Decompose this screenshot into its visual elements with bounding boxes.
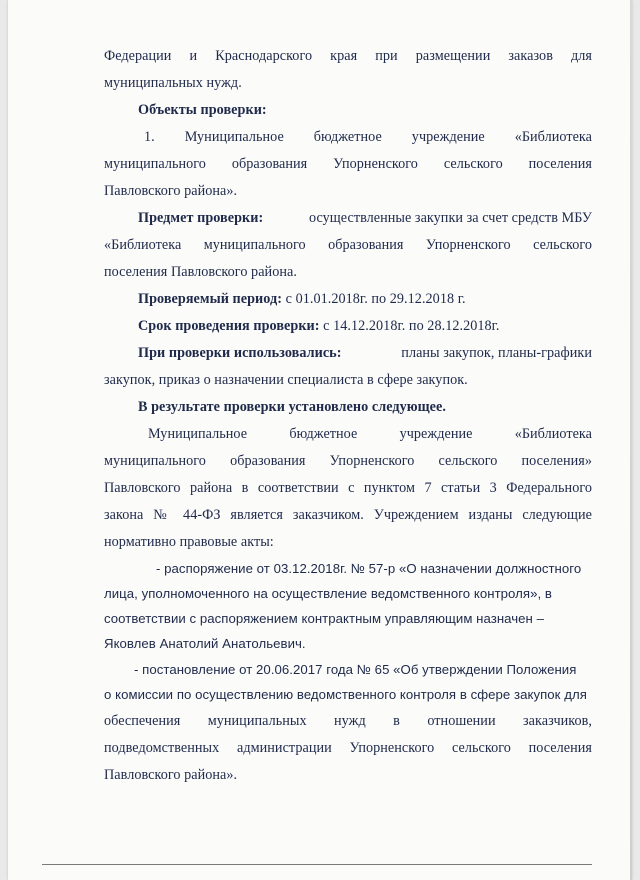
- text-line: «Библиотека муниципального образования Упорненского сельского: [104, 237, 592, 253]
- order-line: лица, уполномоченного на осуществление ведомственного контроля», в: [104, 586, 552, 601]
- text-line: 1. Муниципальное бюджетное учреждение «Библиотека: [144, 129, 592, 145]
- term-value: с 14.12.2018г. по 28.12.2018г.: [323, 318, 500, 334]
- text-line: муниципального образования Упорненского сельского поселения»: [104, 453, 592, 469]
- text-line: Федерации и Краснодарского края при размещении заказов для: [104, 48, 592, 64]
- section-heading-objects: Объекты проверки:: [138, 102, 267, 118]
- term-label: Срок проведения проверки:: [138, 318, 320, 334]
- text-line: закона № 44-ФЗ является заказчиком. Учреждением изданы следующие: [104, 507, 592, 523]
- used-text: планы закупок, планы-графики: [401, 345, 592, 361]
- document-page: [8, 0, 632, 880]
- subject-label: Предмет проверки:: [138, 210, 264, 226]
- subject-line: [138, 210, 592, 227]
- order-line: Яковлев Анатолий Анатольевич.: [104, 636, 306, 651]
- order-line: соответствии с распоряжением контрактным управляющим назначен –: [104, 611, 544, 626]
- subject-text: осуществленные закупки за счет средств МБУ: [309, 210, 592, 226]
- text-line: Павловского района в соответствии с пунктом 7 статьи 3 Федерального: [104, 480, 592, 496]
- used-line: [138, 345, 592, 362]
- used-label: При проверки использовались:: [138, 345, 342, 361]
- order-line: - распоряжение от 03.12.2018г. № 57-р «О назначении должностного: [156, 561, 582, 576]
- text-line: закупок, приказ о назначении специалиста в сфере закупок.: [104, 372, 468, 388]
- section-heading-result: В результате проверки установлено следующее.: [138, 399, 446, 415]
- period-line: [138, 291, 466, 308]
- bottom-divider: [42, 864, 592, 865]
- text-line: Павловского района».: [104, 183, 238, 199]
- text-line: муниципального образования Упорненского сельского поселения: [104, 156, 592, 172]
- text-line: обеспечения муниципальных нужд в отношении заказчиков,: [104, 713, 592, 729]
- text-line: подведомственных администрации Упорненского сельского поселения: [104, 740, 592, 756]
- text-line: нормативно правовые акты:: [104, 534, 274, 550]
- term-line: [138, 318, 500, 335]
- decree-line: - постановление от 20.06.2017 года № 65 «Об утверждении Положения: [134, 662, 577, 677]
- period-value: с 01.01.2018г. по 29.12.2018 г.: [285, 291, 466, 307]
- decree-line: о комиссии по осуществлению ведомственного контроля в сфере закупок для: [104, 687, 587, 702]
- scan-edge: [630, 0, 632, 880]
- text-line: муниципальных нужд.: [104, 75, 242, 91]
- text-line: поселения Павловского района.: [104, 264, 297, 280]
- text-line: Муниципальное бюджетное учреждение «Библиотека: [148, 426, 592, 442]
- period-label: Проверяемый период:: [138, 291, 283, 307]
- text-line: Павловского района».: [104, 767, 238, 783]
